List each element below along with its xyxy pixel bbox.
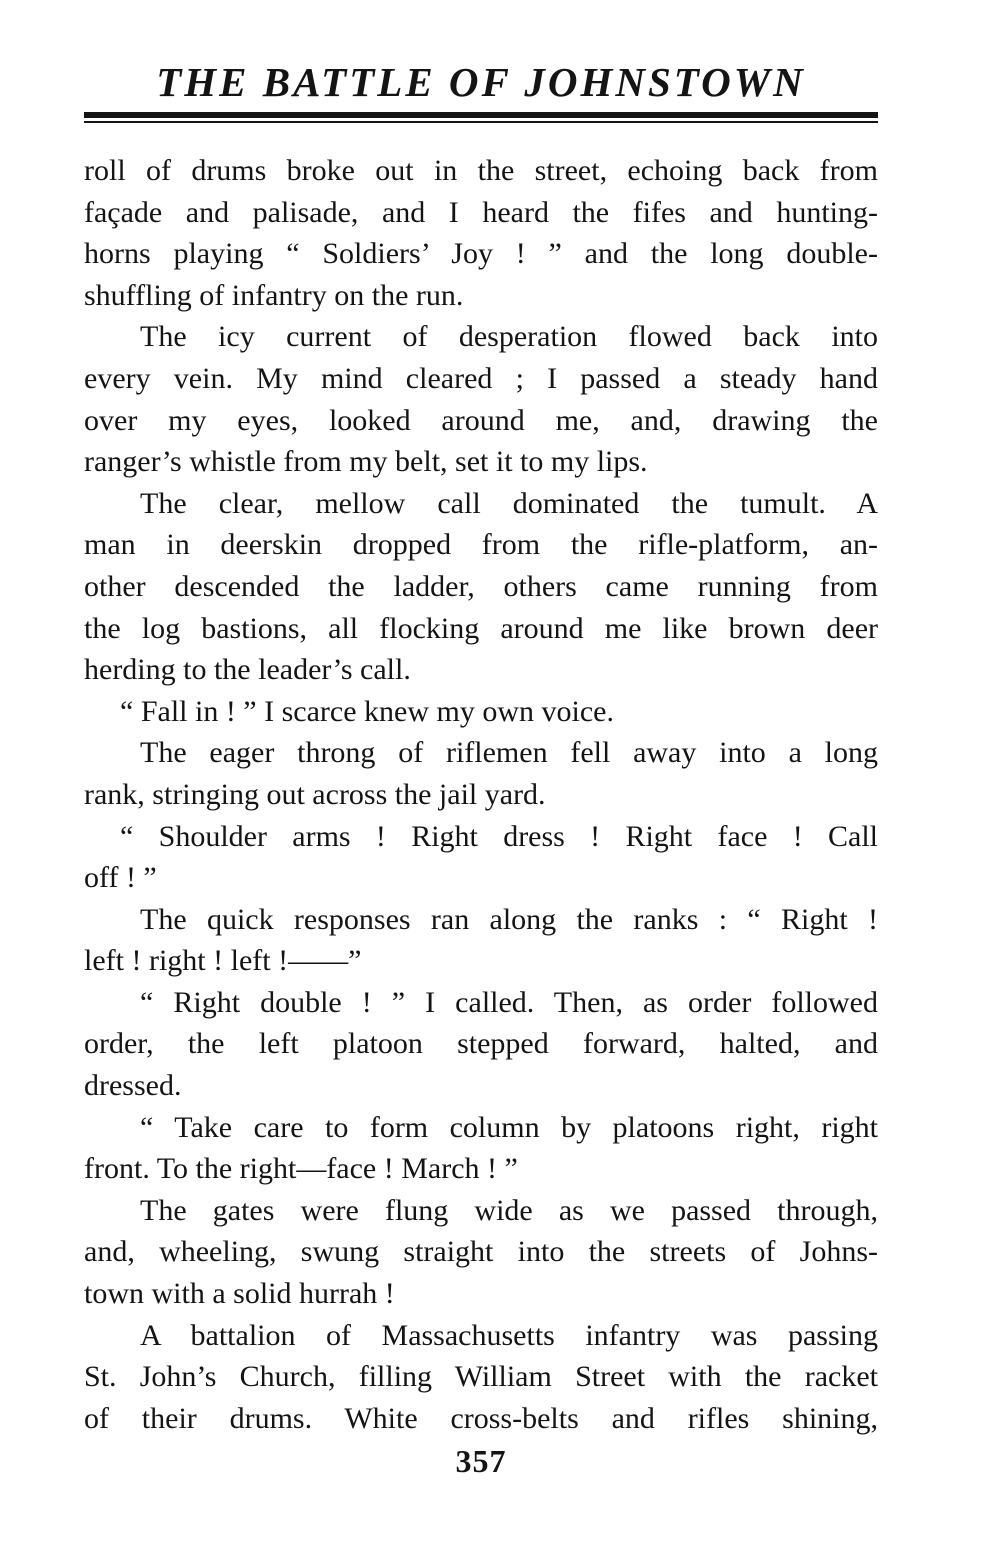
header-rule-thick [84,112,878,118]
text-line: A battalion of Massachusetts infantry was passing [140,1318,878,1352]
text-line: St. John’s Church, filling William Street with the racket [84,1360,878,1394]
page-number: 357 [455,1443,507,1479]
text-line: The clear, mellow call dominated the tumult. A [140,486,878,520]
text-line: roll of drums broke out in the street, echoing back from [84,154,878,187]
text-line: horns playing “ Soldiers’ Joy ! ” and the long double- [84,237,878,271]
text-line: front. To the right—face ! March ! ” [84,1152,518,1186]
text-line: order, the left platoon stepped forward, halted, and [84,1027,878,1061]
text-line: The quick responses ran along the ranks : “ Right ! [140,902,878,936]
running-head: THE BATTLE OF JOHNSTOWN [156,59,806,105]
text-line: The icy current of desperation flowed back into [140,320,878,354]
text-line: “ Fall in ! ” I scarce knew my own voice. [120,694,614,728]
text-line: town with a solid hurrah ! [84,1277,395,1311]
text-line: shuffling of infantry on the run. [84,278,464,312]
text-line: “ Right double ! ” I called. Then, as order followed [140,985,878,1019]
text-line: rank, stringing out across the jail yard. [84,777,546,811]
text-line: ranger’s whistle from my belt, set it to my lips. [84,445,648,479]
text-line: “ Shoulder arms ! Right dress ! Right face ! Call [120,819,878,853]
text-line: other descended the ladder, others came running from [84,569,878,603]
text-line: man in deerskin dropped from the rifle-platform, an- [84,528,878,562]
header-rule-thin [84,121,878,123]
text-line: The gates were flung wide as we passed through, [140,1193,878,1227]
text-line: over my eyes, looked around me, and, drawing the [84,403,878,437]
text-line: herding to the leader’s call. [84,653,411,687]
text-line: façade and palisade, and I heard the fifes and hunting- [84,195,878,229]
text-line: every vein. My mind cleared ; I passed a steady hand [84,361,878,395]
text-line: The eager throng of riflemen fell away into a long [140,736,878,770]
text-line: dressed. [84,1069,182,1103]
text-line: left ! right ! left !——” [84,944,362,978]
text-line: of their drums. White cross-belts and rifles shining, [84,1401,878,1435]
text-line: “ Take care to form column by platoons right, right [140,1110,878,1144]
text-line: the log bastions, all flocking around me like brown deer [84,611,878,645]
text-line: and, wheeling, swung straight into the streets of Johns- [84,1235,878,1269]
body-text [84,150,878,1439]
text-line: off ! ” [84,861,157,895]
